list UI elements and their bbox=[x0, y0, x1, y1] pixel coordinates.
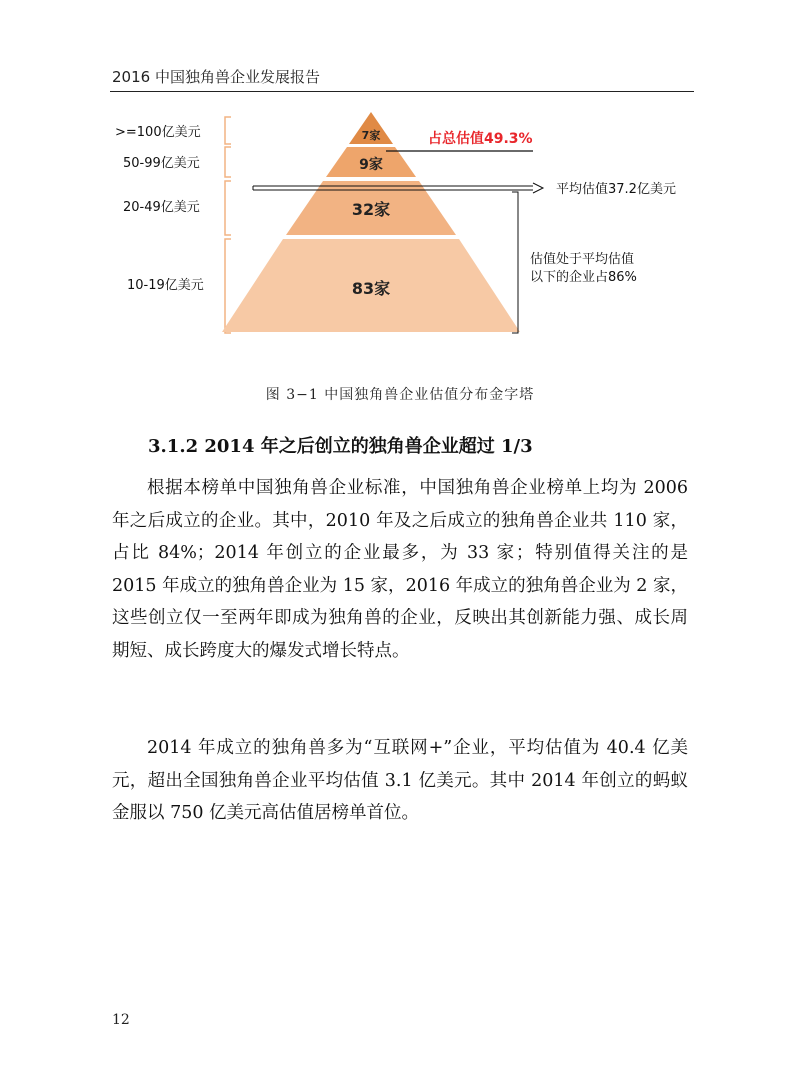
valuation-pyramid-figure bbox=[0, 0, 800, 360]
page-number: 12 bbox=[112, 1012, 130, 1028]
bracket-tier-2 bbox=[225, 147, 231, 177]
figure-caption: 图 3−1 中国独角兽企业估值分布金字塔 bbox=[265, 387, 535, 403]
bracket-tier-1 bbox=[225, 117, 231, 144]
average-label: 平均估值37.2亿美元 bbox=[556, 182, 676, 197]
section-heading: 3.1.2 2014 年之后创立的独角兽企业超过 1/3 bbox=[148, 436, 533, 457]
range-label-tier-1: >=100亿美元 bbox=[115, 125, 201, 140]
tier-brackets bbox=[225, 117, 231, 333]
body-paragraph-1: 根据本榜单中国独角兽企业标准，中国独角兽企业榜单上均为 2006 年之后成立的企业。其中，2010 年及之后成立的独角兽企业共 110 家，占比 84%；2014 年创立的企业最多，为 33 家；特别值得关注的是 2015 年成立的独角兽企业为 15 家，2016 年成立的独角兽企业为 2 家，这些创立仅一至两年即成为独角兽的企业，反映出其创新能力强、成长周期短、成长跨度大的爆发式增长特点。 bbox=[112, 478, 688, 661]
count-label-tier-4: 83家 bbox=[351, 279, 391, 298]
range-label-tier-3: 20-49亿美元 bbox=[123, 200, 200, 215]
count-label-tier-1: 7家 bbox=[361, 129, 381, 142]
below-average-note-line2: 以下的企业占86% bbox=[530, 270, 637, 285]
range-label-tier-2: 50-99亿美元 bbox=[123, 156, 200, 171]
running-header: 2016 中国独角兽企业发展报告 bbox=[112, 68, 320, 86]
count-label-tier-3: 32家 bbox=[351, 200, 391, 219]
below-average-note-line1: 估值处于平均估值 bbox=[530, 252, 635, 267]
body-paragraph-2: 2014 年成立的独角兽多为“互联网+”企业，平均估值为 40.4 亿美元，超出全国独角兽企业平均估值 3.1 亿美元。其中 2014 年创立的蚂蚁金服以 750 亿美元高估值居榜单首位。 bbox=[112, 738, 688, 823]
bracket-tier-4 bbox=[225, 239, 231, 333]
bracket-tier-3 bbox=[225, 181, 231, 235]
count-label-tier-2: 9家 bbox=[359, 157, 383, 173]
range-label-tier-4: 10-19亿美元 bbox=[127, 278, 204, 293]
top-share-label: 占总估值49.3% bbox=[428, 131, 533, 147]
below-average-bracket bbox=[512, 192, 518, 333]
